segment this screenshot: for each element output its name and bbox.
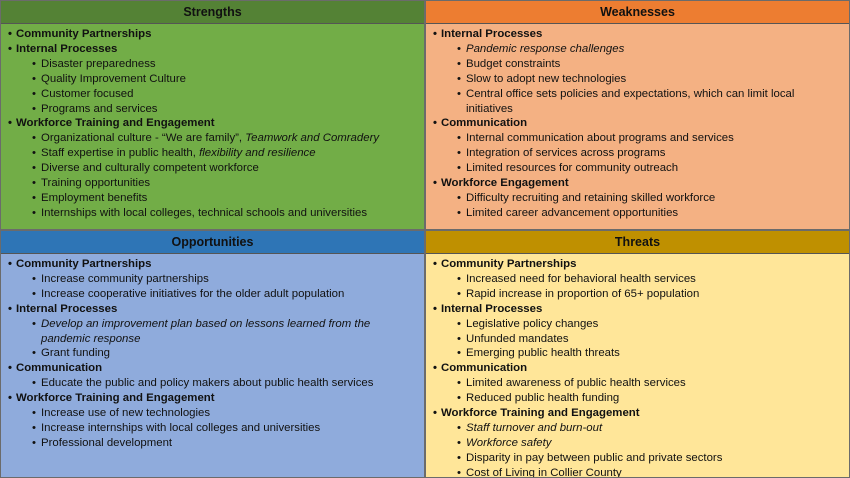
threats-item: • Rapid increase in proportion of 65+ population — [433, 287, 843, 302]
strengths-category: • Community Partnerships — [8, 27, 418, 42]
strengths-item: • Programs and services — [8, 102, 418, 117]
threats-quadrant — [425, 230, 850, 478]
weaknesses-item: • Central office sets policies and expectations, which can limit local initiatives — [433, 87, 843, 117]
weaknesses-header: Weaknesses — [426, 1, 849, 24]
weaknesses-category: • Communication — [433, 116, 843, 131]
strengths-item: • Training opportunities — [8, 176, 418, 191]
opportunities-category: • Internal Processes — [8, 302, 418, 317]
strengths-category: • Workforce Training and Engagement — [8, 116, 418, 131]
weaknesses-item: • Budget constraints — [433, 57, 843, 72]
strengths-body — [1, 24, 424, 221]
weaknesses-item: • Slow to adopt new technologies — [433, 72, 843, 87]
weaknesses-category: • Internal Processes — [433, 27, 843, 42]
strengths-item: • Employment benefits — [8, 191, 418, 206]
opportunities-category: • Community Partnerships — [8, 257, 418, 272]
strengths-item: • Staff expertise in public health, flexibility and resilience — [8, 146, 418, 161]
threats-item: • Legislative policy changes — [433, 317, 843, 332]
threats-item: • Unfunded mandates — [433, 332, 843, 347]
strengths-item: • Quality Improvement Culture — [8, 72, 418, 87]
opportunities-item: • Increase internships with local colleges and universities — [8, 421, 418, 436]
strengths-header: Strengths — [1, 1, 424, 24]
strengths-item: • Customer focused — [8, 87, 418, 102]
opportunities-item: • Increase community partnerships — [8, 272, 418, 287]
threats-item: • Cost of Living in Collier County — [433, 466, 843, 478]
threats-item: • Staff turnover and burn-out — [433, 421, 843, 436]
opportunities-body — [1, 254, 424, 451]
opportunities-quadrant — [0, 230, 425, 478]
threats-item: • Reduced public health funding — [433, 391, 843, 406]
threats-header: Threats — [426, 231, 849, 254]
weaknesses-item: • Pandemic response challenges — [433, 42, 843, 57]
threats-item: • Workforce safety — [433, 436, 843, 451]
weaknesses-item: • Internal communication about programs and services — [433, 131, 843, 146]
threats-category: • Community Partnerships — [433, 257, 843, 272]
threats-item: • Disparity in pay between public and private sectors — [433, 451, 843, 466]
threats-category: • Internal Processes — [433, 302, 843, 317]
strengths-item: • Organizational culture - “We are family”, Teamwork and Comradery — [8, 131, 418, 146]
opportunities-category: • Workforce Training and Engagement — [8, 391, 418, 406]
opportunities-header: Opportunities — [1, 231, 424, 254]
threats-body — [426, 254, 849, 478]
opportunities-item: • Increase cooperative initiatives for the older adult population — [8, 287, 418, 302]
threats-item: • Increased need for behavioral health services — [433, 272, 843, 287]
weaknesses-body — [426, 24, 849, 221]
threats-item: • Limited awareness of public health services — [433, 376, 843, 391]
weaknesses-quadrant — [425, 0, 850, 230]
opportunities-category: • Communication — [8, 361, 418, 376]
opportunities-item: • Grant funding — [8, 346, 418, 361]
weaknesses-item: • Limited resources for community outreach — [433, 161, 843, 176]
strengths-item: • Diverse and culturally competent workforce — [8, 161, 418, 176]
opportunities-item: • Educate the public and policy makers about public health services — [8, 376, 418, 391]
strengths-item: • Disaster preparedness — [8, 57, 418, 72]
weaknesses-item: • Limited career advancement opportunities — [433, 206, 843, 221]
weaknesses-item: • Difficulty recruiting and retaining skilled workforce — [433, 191, 843, 206]
threats-item: • Emerging public health threats — [433, 346, 843, 361]
threats-category: • Communication — [433, 361, 843, 376]
strengths-item: • Internships with local colleges, technical schools and universities — [8, 206, 418, 221]
opportunities-item: • Increase use of new technologies — [8, 406, 418, 421]
strengths-category: • Internal Processes — [8, 42, 418, 57]
opportunities-item: • Professional development — [8, 436, 418, 451]
strengths-quadrant — [0, 0, 425, 230]
opportunities-item: • Develop an improvement plan based on lessons learned from the pandemic response — [8, 317, 418, 347]
weaknesses-item: • Integration of services across programs — [433, 146, 843, 161]
threats-category: • Workforce Training and Engagement — [433, 406, 843, 421]
weaknesses-category: • Workforce Engagement — [433, 176, 843, 191]
